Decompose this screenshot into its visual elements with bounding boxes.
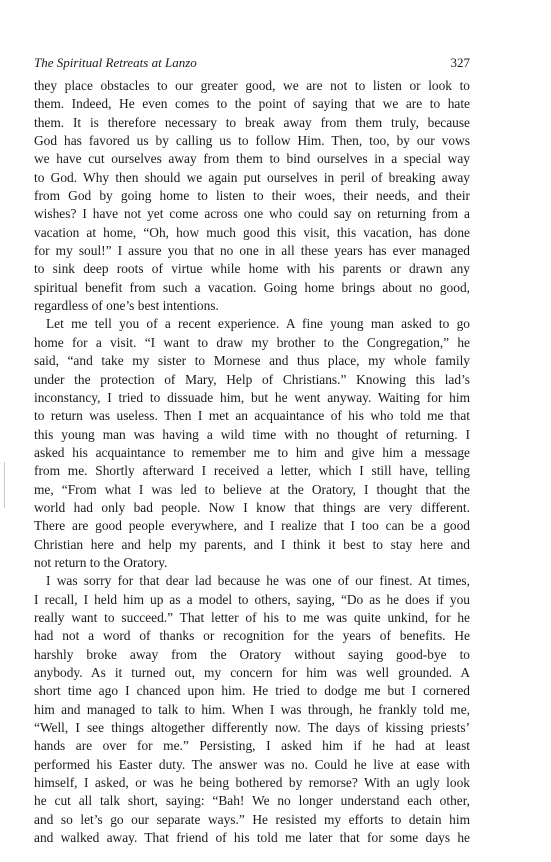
text-line: harshly broke away from the Oratory without saying good-bye to [34, 646, 470, 662]
text-line: I recall, I held him up as a model to others, saying, “Do as he does if you [34, 591, 470, 607]
paragraph [34, 77, 470, 315]
text-line: God has favored us by calling us to follow Him. Then, too, by our vows [34, 133, 470, 149]
text-line: from me. Shortly afterward I received a letter, which I still have, telling [34, 463, 470, 479]
text-line: this young man was having a wild time with no thought of returning. I [34, 426, 470, 442]
text-line: short time ago I chanced upon him. He tried to dodge me but I cornered [34, 683, 470, 699]
text-line: them. It is therefore necessary to break away from them truly, because [34, 114, 470, 130]
margin-mark [4, 462, 5, 508]
paragraph [34, 315, 470, 572]
text-line: spiritual benefit from such a vacation. Going home brings about no good, [34, 279, 470, 295]
text-line: really want to succeed.” That letter of his to me was quite unkind, for he [34, 609, 470, 625]
text-line: Let me tell you of a recent experience. A fine young man asked to go [46, 316, 470, 332]
text-line: I was sorry for that dear lad because he was one of our finest. At times, [46, 573, 470, 589]
text-line: to return was useless. Then I met an acquaintance of his who told me that [34, 408, 470, 424]
text-line: from God by going home to listen to their woes, their needs, and their [34, 188, 470, 204]
text-line: to God. Why then should we again put ourselves in peril of breaking away [34, 169, 470, 185]
text-line: said, “and take my sister to Mornese and thus place, my whole family [34, 353, 470, 369]
text-line: and walked away. That friend of his told me later that for some days he [34, 830, 470, 846]
text-line: him and managed to talk to him. When I was through, he frankly told me, [34, 701, 470, 717]
text-line: There are good people everywhere, and I realize that I too can be a good [34, 518, 470, 534]
text-line: hands are over for me.” Persisting, I asked him if he had at least [34, 738, 470, 754]
text-line: and so let’s go our separate ways.” He resisted my efforts to detain him [34, 811, 470, 827]
text-line: under the protection of Mary, Help of Christians.” Knowing this lad’s [34, 371, 470, 387]
text-line: them. Indeed, He even comes to the point of saying that we are to hate [34, 96, 470, 112]
text-line: asked his acquaintance to remember me to him and give him a message [34, 444, 470, 460]
text-line: he cut all talk short, saying: “Bah! We no longer understand each other, [34, 793, 470, 809]
text-line: inconstancy, I tried to dissuade him, but he went anyway. Waiting for him [34, 389, 470, 405]
text-line: to sink deep roots of virtue while home with his parents or drawn any [34, 261, 470, 277]
page-number: 327 [450, 55, 470, 70]
paragraph [34, 572, 470, 847]
body-text [34, 77, 470, 847]
text-line: world had only bad people. Now I know that things are very different. [34, 499, 470, 515]
text-line: home for a visit. “I want to draw my brother to the Congregation,” he [34, 334, 470, 350]
text-line: Christian here and help my parents, and I think it best to stay here and [34, 536, 470, 552]
running-head [34, 54, 470, 72]
text-line: vacation at home, “Oh, how much good this visit, this vacation, has done [34, 224, 470, 240]
text-line: himself, I asked, or was he being bothered by remorse? With an ugly look [34, 775, 470, 791]
text-line: performed his Easter duty. The answer was no. Could he live at ease with [34, 756, 470, 772]
text-line: me, “From what I was led to believe at the Oratory, I thought that the [34, 481, 470, 497]
text-line: wishes? I have not yet come across one who could say on returning from a [34, 206, 470, 222]
text-line: had not a word of thanks or recognition for the years of benefits. He [34, 628, 470, 644]
text-line: not return to the Oratory. [34, 554, 168, 570]
text-line: we have cut ourselves away from them to bind ourselves in a special way [34, 151, 470, 167]
text-line: anybody. As it turned out, my concern for him was well grounded. A [34, 665, 470, 680]
text-line: they place obstacles to our greater good, we are not to listen or look to [34, 78, 470, 93]
text-line: “Well, I see things altogether differently now. The days of kissing priests’ [34, 720, 470, 736]
running-head-title: The Spiritual Retreats at Lanzo [34, 55, 197, 70]
text-line: regardless of one’s best intentions. [34, 298, 219, 314]
text-line: for my soul!” I assure you that no one in all these years has ever managed [34, 243, 470, 259]
